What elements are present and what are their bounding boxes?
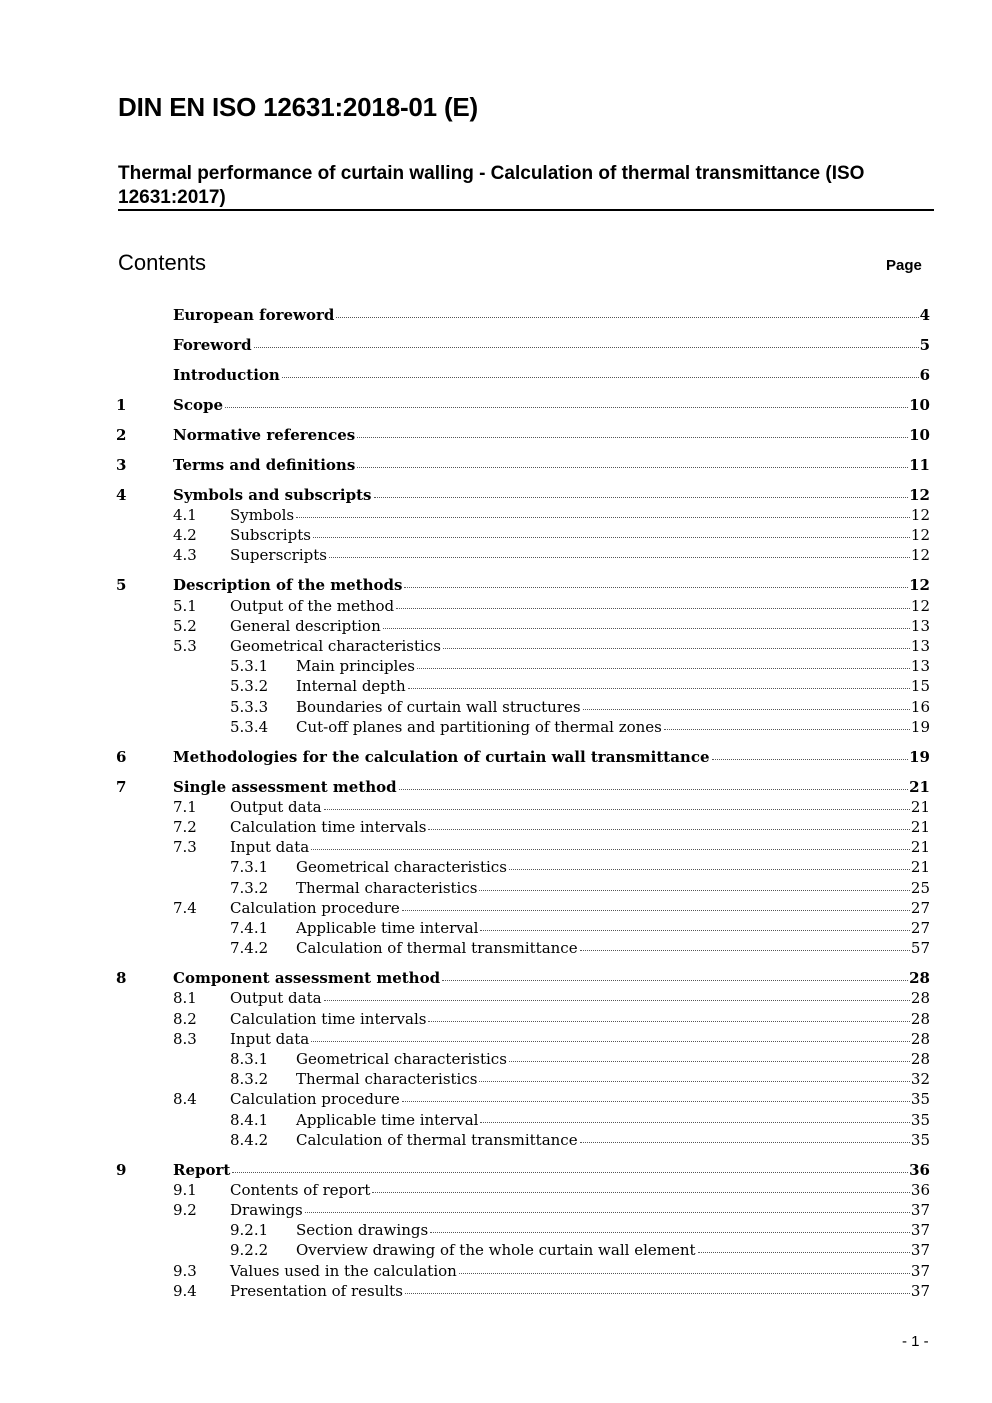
toc-entry[interactable]	[116, 747, 930, 767]
toc-entry[interactable]	[116, 575, 930, 595]
toc-entry-label: Input data	[230, 838, 310, 857]
toc-entry[interactable]	[116, 878, 930, 898]
toc-dot-leader	[443, 648, 910, 649]
toc-entry-number: 8	[116, 969, 127, 988]
toc-entry-page: 10	[909, 395, 930, 414]
toc-entry-page: 12	[910, 596, 930, 615]
toc-entry-page: 37	[910, 1281, 930, 1300]
toc-entry-number: 6	[116, 747, 127, 766]
toc-entry-page: 27	[910, 919, 930, 938]
toc-entry[interactable]	[116, 395, 930, 415]
toc-dot-leader	[480, 930, 909, 931]
toc-entry-label: Thermal characteristics	[296, 1070, 478, 1089]
toc-entry[interactable]	[116, 616, 930, 636]
toc-entry-number: 7.1	[173, 797, 197, 816]
toc-entry-page: 32	[910, 1070, 930, 1089]
document-id: DIN EN ISO 12631:2018-01 (E)	[118, 92, 479, 122]
toc-entry-page: 36	[910, 1180, 930, 1199]
toc-entry-page: 37	[910, 1221, 930, 1240]
toc-entry-page: 5	[919, 335, 930, 354]
toc-dot-leader	[479, 1081, 909, 1082]
toc-dot-leader	[509, 869, 910, 870]
toc-entry-label: Internal depth	[296, 677, 406, 696]
toc-entry[interactable]	[116, 918, 930, 938]
toc-entry-page: 11	[909, 455, 930, 474]
toc-entry-label: Output data	[230, 797, 322, 816]
toc-entry[interactable]	[116, 777, 930, 797]
toc-entry-number: 7	[116, 777, 127, 796]
toc-entry-page: 21	[910, 797, 930, 816]
toc-entry[interactable]	[116, 1009, 930, 1029]
toc-dot-leader	[442, 980, 908, 981]
toc-entry-label: Description of the methods	[173, 576, 403, 595]
toc-entry-number: 7.3	[173, 838, 197, 857]
toc-entry-page: 37	[910, 1241, 930, 1260]
toc-entry-label: Geometrical characteristics	[296, 1049, 507, 1068]
toc-entry-number: 4.2	[173, 526, 197, 545]
toc-entry-page: 13	[910, 657, 930, 676]
toc-entry-page: 21	[909, 777, 930, 796]
toc-dot-leader	[254, 347, 919, 348]
toc-entry-label: Normative references	[173, 425, 356, 444]
toc-entry-number: 9.4	[173, 1281, 197, 1300]
toc-entry[interactable]	[116, 797, 930, 817]
toc-dot-leader	[311, 1041, 910, 1042]
toc-entry-page: 21	[910, 818, 930, 837]
toc-entry[interactable]	[116, 717, 930, 737]
toc-entry[interactable]	[116, 455, 930, 475]
toc-entry[interactable]	[116, 545, 930, 565]
toc-dot-leader	[428, 829, 909, 830]
toc-entry-page: 35	[910, 1090, 930, 1109]
toc-entry-label: Values used in the calculation	[230, 1261, 457, 1280]
toc-entry[interactable]	[116, 817, 930, 837]
toc-entry-page: 28	[909, 969, 930, 988]
toc-dot-leader	[417, 668, 910, 669]
toc-entry-number: 8.3.2	[230, 1070, 269, 1089]
toc-entry-number: 8.4.1	[230, 1110, 269, 1129]
toc-entry-page: 28	[910, 1029, 930, 1048]
toc-entry-number: 8.2	[173, 1009, 197, 1028]
toc-entry-label: Component assessment method	[173, 969, 441, 988]
toc-dot-leader	[374, 497, 909, 498]
toc-entry-label: Introduction	[173, 365, 280, 384]
toc-entry-number: 4.1	[173, 506, 197, 525]
toc-entry-number: 8.4	[173, 1090, 197, 1109]
toc-entry[interactable]	[116, 968, 930, 988]
toc-entry-label: Section drawings	[296, 1221, 429, 1240]
toc-entry-number: 3	[116, 455, 127, 474]
toc-entry-number: 5.3.2	[230, 677, 269, 696]
toc-entry[interactable]	[116, 1220, 930, 1240]
toc-dot-leader	[225, 407, 908, 408]
toc-entry-page: 27	[910, 898, 930, 917]
toc-entry-number: 7.3.1	[230, 858, 269, 877]
toc-dot-leader	[404, 587, 908, 588]
toc-dot-leader	[399, 789, 908, 790]
toc-dot-leader	[428, 1021, 909, 1022]
toc-dot-leader	[324, 809, 910, 810]
toc-dot-leader	[357, 437, 908, 438]
toc-entry-number: 9.1	[173, 1180, 197, 1199]
table-of-contents	[116, 305, 930, 1301]
toc-entry-page: 12	[909, 485, 930, 504]
toc-entry-page: 15	[910, 677, 930, 696]
toc-entry-label: Methodologies for the calculation of curtain wall transmittance	[173, 747, 710, 766]
toc-dot-leader	[580, 950, 910, 951]
toc-dot-leader	[405, 1293, 910, 1294]
toc-entry-number: 5.3	[173, 637, 197, 656]
toc-entry[interactable]	[116, 365, 930, 385]
toc-entry-page: 10	[909, 425, 930, 444]
toc-entry-label: Output of the method	[230, 596, 395, 615]
toc-dot-leader	[580, 1142, 910, 1143]
toc-entry-number: 5.3.4	[230, 717, 269, 736]
toc-entry-page: 16	[910, 697, 930, 716]
toc-dot-leader	[402, 1101, 910, 1102]
toc-entry-label: Symbols and subscripts	[173, 485, 372, 504]
toc-entry-label: Geometrical characteristics	[296, 858, 507, 877]
toc-entry-number: 9.2.1	[230, 1221, 269, 1240]
document-title: Thermal performance of curtain walling - Calculation of thermal transmittance (ISO 12631:2017)	[118, 163, 865, 208]
toc-entry[interactable]	[116, 1240, 930, 1260]
toc-entry-number: 5.1	[173, 596, 197, 615]
toc-entry[interactable]	[116, 1130, 930, 1150]
toc-entry[interactable]	[116, 857, 930, 877]
toc-entry[interactable]	[116, 596, 930, 616]
toc-entry-page: 21	[910, 838, 930, 857]
toc-entry[interactable]	[116, 425, 930, 445]
toc-entry-label: Output data	[230, 989, 322, 1008]
toc-entry-page: 28	[910, 1009, 930, 1028]
toc-entry-label: Calculation of thermal transmittance	[296, 939, 578, 958]
toc-dot-leader	[383, 628, 910, 629]
toc-entry-number: 8.4.2	[230, 1130, 269, 1149]
toc-entry[interactable]	[116, 305, 930, 325]
toc-entry-label: Calculation procedure	[230, 1090, 400, 1109]
toc-entry-label: Main principles	[296, 657, 415, 676]
toc-dot-leader	[313, 537, 910, 538]
toc-entry-label: Thermal characteristics	[296, 878, 478, 897]
toc-dot-leader	[430, 1232, 910, 1233]
toc-dot-leader	[480, 1122, 909, 1123]
toc-entry-label: Scope	[173, 395, 224, 414]
toc-entry-label: Calculation time intervals	[230, 1009, 427, 1028]
toc-entry-number: 1	[116, 395, 127, 414]
toc-entry-label: Applicable time interval	[296, 919, 479, 938]
toc-entry-number: 7.3.2	[230, 878, 269, 897]
toc-entry[interactable]	[116, 837, 930, 857]
toc-dot-leader	[459, 1273, 910, 1274]
toc-entry[interactable]	[116, 1160, 930, 1180]
toc-dot-leader	[311, 849, 910, 850]
toc-entry-page: 12	[910, 546, 930, 565]
toc-entry-page: 21	[910, 858, 930, 877]
toc-entry-page: 35	[910, 1130, 930, 1149]
toc-entry[interactable]	[116, 1029, 930, 1049]
toc-entry[interactable]	[116, 656, 930, 676]
toc-entry-label: Contents of report	[230, 1180, 371, 1199]
toc-entry-page: 4	[919, 306, 930, 324]
toc-entry-page: 35	[910, 1110, 930, 1129]
toc-entry-label: Foreword	[173, 335, 252, 354]
toc-dot-leader	[305, 1212, 910, 1213]
toc-entry-number: 5	[116, 576, 127, 595]
toc-dot-leader	[698, 1252, 910, 1253]
toc-entry[interactable]	[116, 1069, 930, 1089]
title-divider	[118, 209, 934, 211]
toc-entry-label: Subscripts	[230, 526, 311, 545]
toc-entry-page: 28	[910, 1049, 930, 1068]
page-column-label: Page	[886, 257, 922, 274]
toc-entry-number: 9.2	[173, 1201, 197, 1220]
toc-entry[interactable]	[116, 1261, 930, 1281]
toc-entry-label: Calculation time intervals	[230, 818, 427, 837]
toc-entry-number: 5.2	[173, 616, 197, 635]
toc-entry-label: Calculation procedure	[230, 898, 400, 917]
toc-entry-number: 5.3.1	[230, 657, 269, 676]
toc-entry-page: 12	[910, 526, 930, 545]
toc-entry-label: European foreword	[173, 306, 335, 324]
toc-entry[interactable]	[116, 525, 930, 545]
toc-entry-label: Applicable time interval	[296, 1110, 479, 1129]
toc-entry[interactable]	[116, 898, 930, 918]
toc-entry[interactable]	[116, 1049, 930, 1069]
toc-entry-page: 12	[909, 576, 930, 595]
toc-entry-page: 13	[910, 637, 930, 656]
toc-entry-label: Overview drawing of the whole curtain wall element	[296, 1241, 696, 1260]
toc-entry-page: 37	[910, 1201, 930, 1220]
toc-dot-leader	[396, 608, 910, 609]
toc-entry[interactable]	[116, 485, 930, 505]
toc-entry[interactable]	[116, 697, 930, 717]
toc-entry-page: 19	[910, 717, 930, 736]
toc-entry-label: Single assessment method	[173, 777, 397, 796]
page-number: - 1 -	[902, 1333, 929, 1350]
toc-dot-leader	[372, 1192, 909, 1193]
toc-entry-label: Geometrical characteristics	[230, 637, 441, 656]
toc-entry-label: Boundaries of curtain wall structures	[296, 697, 581, 716]
toc-entry[interactable]	[116, 335, 930, 355]
toc-entry-number: 7.4.2	[230, 939, 269, 958]
contents-heading: Contents	[118, 250, 207, 275]
toc-entry-page: 12	[910, 506, 930, 525]
toc-entry-page: 37	[910, 1261, 930, 1280]
toc-dot-leader	[479, 890, 909, 891]
toc-dot-leader	[232, 1172, 908, 1173]
toc-entry[interactable]	[116, 1180, 930, 1200]
toc-dot-leader	[583, 709, 910, 710]
toc-dot-leader	[509, 1061, 910, 1062]
toc-dot-leader	[357, 467, 908, 468]
toc-dot-leader	[408, 688, 910, 689]
toc-entry[interactable]	[116, 1281, 930, 1301]
toc-entry-label: Presentation of results	[230, 1281, 403, 1300]
toc-entry[interactable]	[116, 988, 930, 1008]
toc-entry-label: Symbols	[230, 506, 295, 525]
toc-entry-label: Drawings	[230, 1201, 303, 1220]
toc-entry-page: 25	[910, 878, 930, 897]
toc-entry-label: General description	[230, 616, 381, 635]
toc-entry-page: 19	[909, 747, 930, 766]
toc-entry-label: Input data	[230, 1029, 310, 1048]
toc-entry-number: 2	[116, 425, 127, 444]
toc-entry-number: 8.1	[173, 989, 197, 1008]
toc-entry[interactable]	[116, 505, 930, 525]
toc-entry[interactable]	[116, 1200, 930, 1220]
toc-dot-leader	[296, 517, 910, 518]
toc-entry-number: 9.3	[173, 1261, 197, 1280]
toc-entry[interactable]	[116, 1110, 930, 1130]
toc-entry-page: 13	[910, 616, 930, 635]
toc-entry-page: 57	[910, 939, 930, 958]
toc-entry-number: 7.4	[173, 898, 197, 917]
toc-entry[interactable]	[116, 1089, 930, 1109]
toc-entry-label: Calculation of thermal transmittance	[296, 1130, 578, 1149]
toc-entry[interactable]	[116, 676, 930, 696]
toc-dot-leader	[329, 557, 910, 558]
toc-entry-number: 4.3	[173, 546, 197, 565]
toc-entry-number: 8.3	[173, 1029, 197, 1048]
toc-entry-number: 5.3.3	[230, 697, 269, 716]
toc-entry-number: 9.2.2	[230, 1241, 269, 1260]
toc-entry-label: Terms and definitions	[173, 455, 356, 474]
toc-entry[interactable]	[116, 938, 930, 958]
toc-dot-leader	[402, 910, 910, 911]
toc-entry-label: Superscripts	[230, 546, 327, 565]
toc-entry-label: Cut-off planes and partitioning of thermal zones	[296, 717, 662, 736]
toc-dot-leader	[712, 759, 909, 760]
toc-dot-leader	[282, 377, 919, 378]
toc-entry-number: 7.4.1	[230, 919, 269, 938]
toc-entry-number: 7.2	[173, 818, 197, 837]
toc-entry-page: 36	[909, 1160, 930, 1179]
toc-entry[interactable]	[116, 636, 930, 656]
toc-dot-leader	[324, 1000, 910, 1001]
toc-dot-leader	[664, 729, 910, 730]
toc-entry-page: 28	[910, 989, 930, 1008]
toc-dot-leader	[336, 317, 918, 318]
toc-entry-label: Report	[173, 1160, 231, 1179]
toc-entry-number: 9	[116, 1160, 127, 1179]
toc-entry-page: 6	[919, 365, 930, 384]
toc-entry-number: 8.3.1	[230, 1049, 269, 1068]
toc-entry-number: 4	[116, 485, 127, 504]
